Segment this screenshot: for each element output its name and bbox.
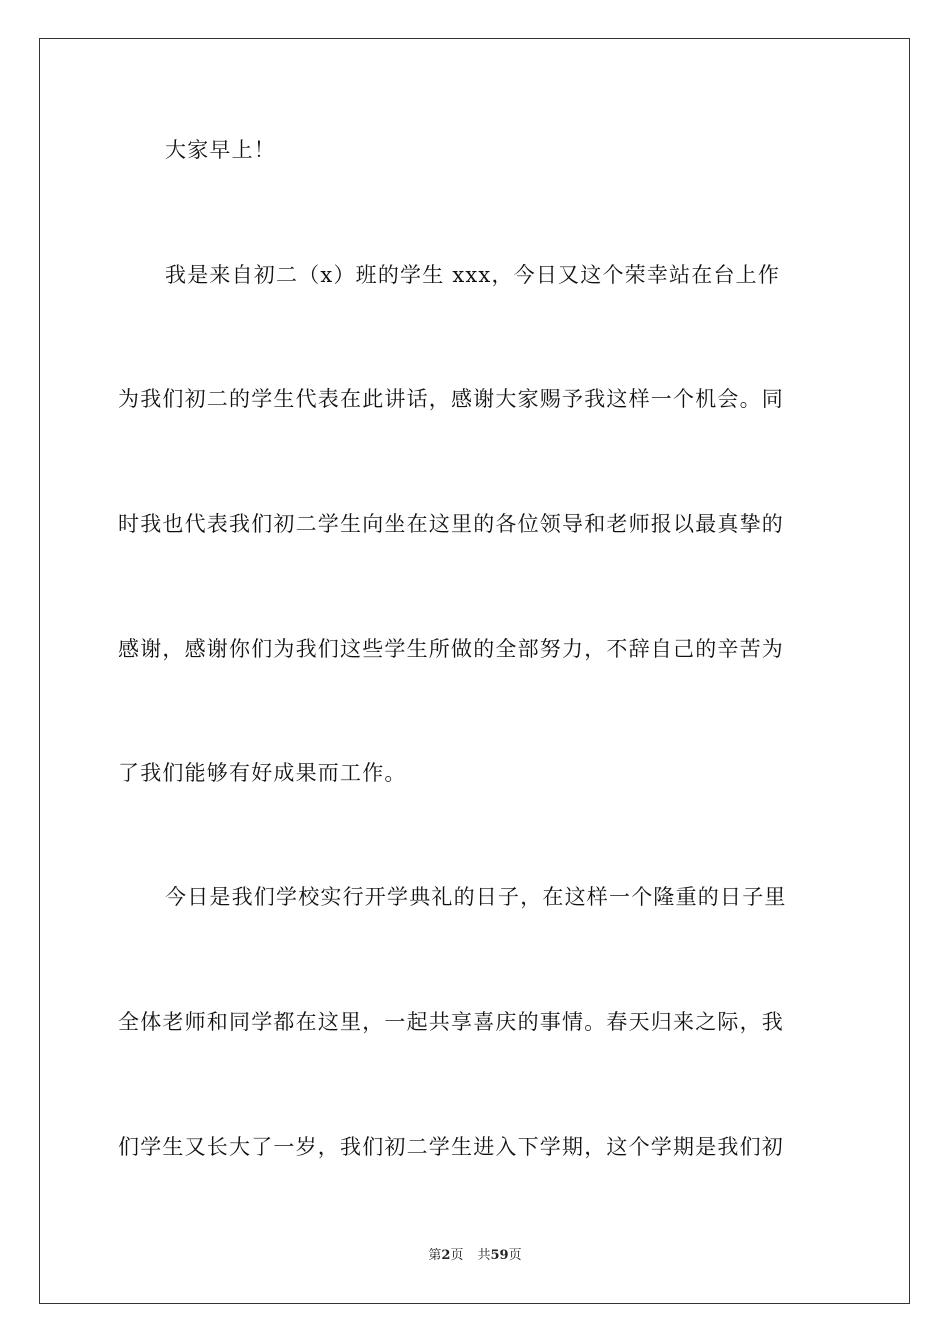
page-suffix: 页 (450, 1248, 464, 1263)
paragraph-1-line-1: 我是来自初二（x）班的学生 xxx，今日又这个荣幸站在台上作 (165, 263, 781, 287)
total-prefix: 共 (477, 1248, 491, 1263)
paragraph-2-line-3: 们学生又长大了一岁，我们初二学生进入下学期，这个学期是我们初 (118, 1135, 784, 1159)
paragraph-1-line-4: 感谢，感谢你们为我们这些学生所做的全部努力，不辞自己的辛苦为 (118, 637, 784, 661)
greeting-line: 大家早上！ (165, 138, 276, 162)
page-footer (0, 1246, 950, 1266)
page-number: 2 (441, 1248, 451, 1263)
page-border (39, 38, 910, 1304)
total-suffix: 页 (508, 1248, 522, 1263)
paragraph-1-line-2: 为我们初二的学生代表在此讲话，感谢大家赐予我这样一个机会。同 (118, 387, 784, 411)
total-pages: 59 (490, 1248, 509, 1263)
page-prefix: 第 (428, 1248, 442, 1263)
paragraph-2-line-2: 全体老师和同学都在这里，一起共享喜庆的事情。春天归来之际，我 (118, 1010, 784, 1034)
paragraph-2-line-1: 今日是我们学校实行开学典礼的日子，在这样一个隆重的日子里 (165, 885, 787, 909)
paragraph-1-line-3: 时我也代表我们初二学生向坐在这里的各位领导和老师报以最真挚的 (118, 512, 784, 536)
paragraph-1-line-5: 了我们能够有好成果而工作。 (118, 761, 407, 785)
